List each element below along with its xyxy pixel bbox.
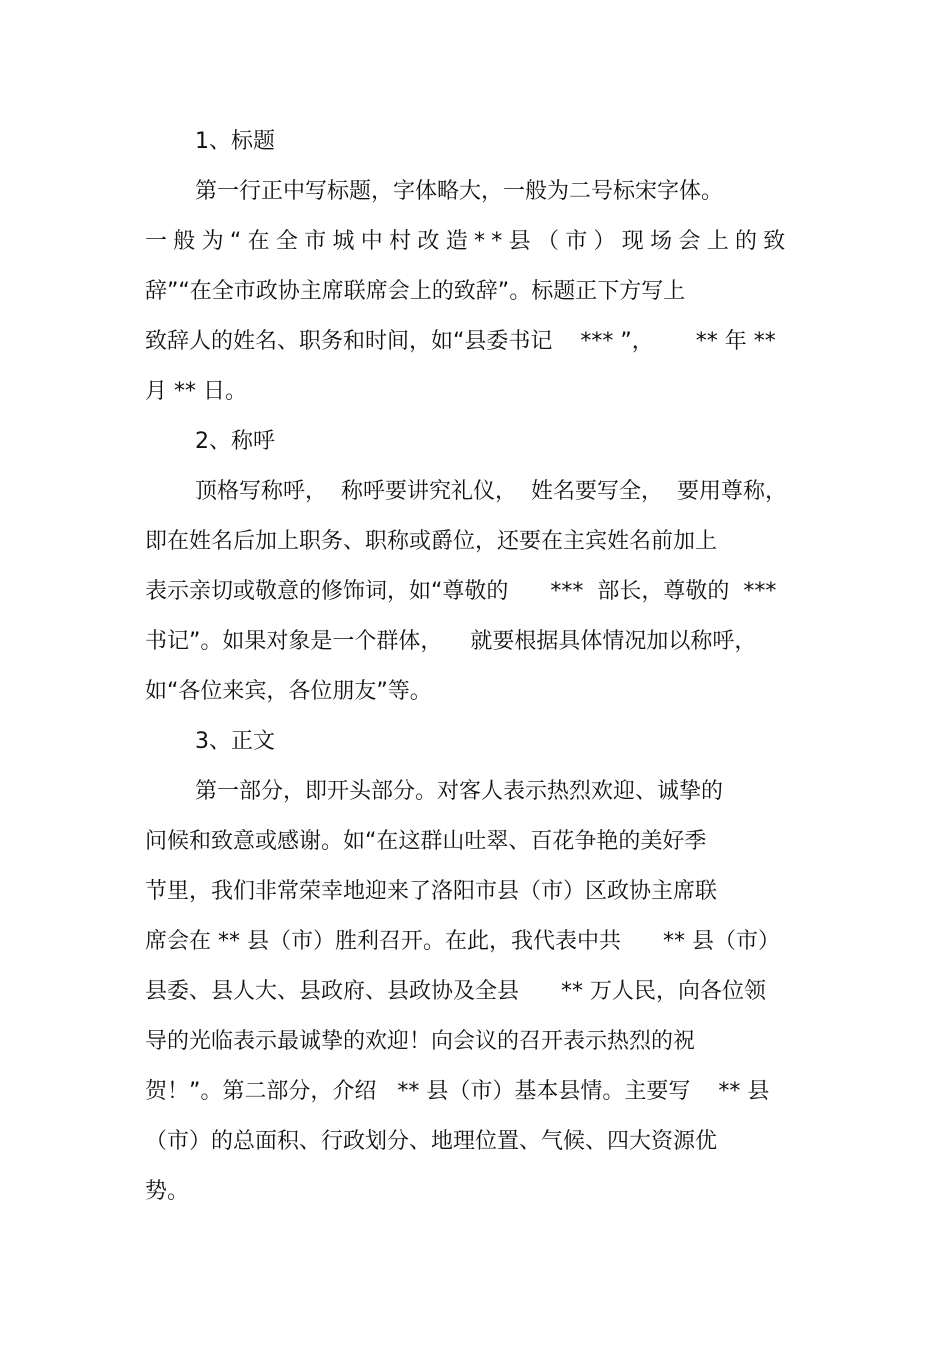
paragraph-line: 一般为“在全市城中村改造**县（市）现场会上的致 bbox=[145, 229, 792, 254]
paragraph-line: 致辞人的姓名、职务和时间，如“县委书记 *** ”， ** 年 ** bbox=[145, 329, 776, 354]
paragraph-line: 即在姓名后加上职务、职称或爵位，还要在主宾姓名前加上 bbox=[145, 529, 718, 554]
paragraph-line: 势。 bbox=[145, 1179, 190, 1204]
paragraph-line: 第一部分，即开头部分。对客人表示热烈欢迎、诚挚的 bbox=[195, 779, 724, 804]
paragraph-line: 顶格写称呼， 称呼要讲究礼仪， 姓名要写全， 要用尊称， bbox=[195, 479, 787, 504]
paragraph-line: 导的光临表示最诚挚的欢迎！向会议的召开表示热烈的祝 bbox=[145, 1029, 696, 1054]
paragraph-line: 辞”“在全市政协主席联席会上的致辞”。标题正下方写上 bbox=[145, 279, 686, 304]
paragraph-line: 书记”。如果对象是一个群体， 就要根据具体情况加以称呼， bbox=[145, 629, 757, 654]
paragraph-line: 如“各位来宾，各位朋友”等。 bbox=[145, 679, 432, 704]
paragraph-line: （市）的总面积、行政划分、地理位置、气候、四大资源优 bbox=[145, 1129, 718, 1154]
paragraph-line: 贺！”。第二部分，介绍 ** 县（市）基本县情。主要写 ** 县 bbox=[145, 1079, 770, 1104]
heading-title: 1、标题 bbox=[195, 129, 275, 154]
paragraph-line: 节里，我们非常荣幸地迎来了洛阳市县（市）区政协主席联 bbox=[145, 879, 718, 904]
heading-salutation: 2、称呼 bbox=[195, 429, 275, 454]
paragraph-line: 第一行正中写标题，字体略大，一般为二号标宋字体。 bbox=[195, 179, 724, 204]
paragraph-line: 席会在 ** 县（市）胜利召开。在此，我代表中共 ** 县（市） bbox=[145, 929, 780, 954]
paragraph-line: 问候和致意或感谢。如“在这群山吐翠、百花争艳的美好季 bbox=[145, 829, 707, 854]
paragraph-line: 月 ** 日。 bbox=[145, 379, 247, 404]
heading-body: 3、正文 bbox=[195, 729, 275, 754]
paragraph-line: 县委、县人大、县政府、县政协及全县 ** 万人民，向各位领 bbox=[145, 979, 766, 1004]
paragraph-line: 表示亲切或敬意的修饰词，如“尊敬的 *** 部长，尊敬的 *** bbox=[145, 579, 777, 604]
